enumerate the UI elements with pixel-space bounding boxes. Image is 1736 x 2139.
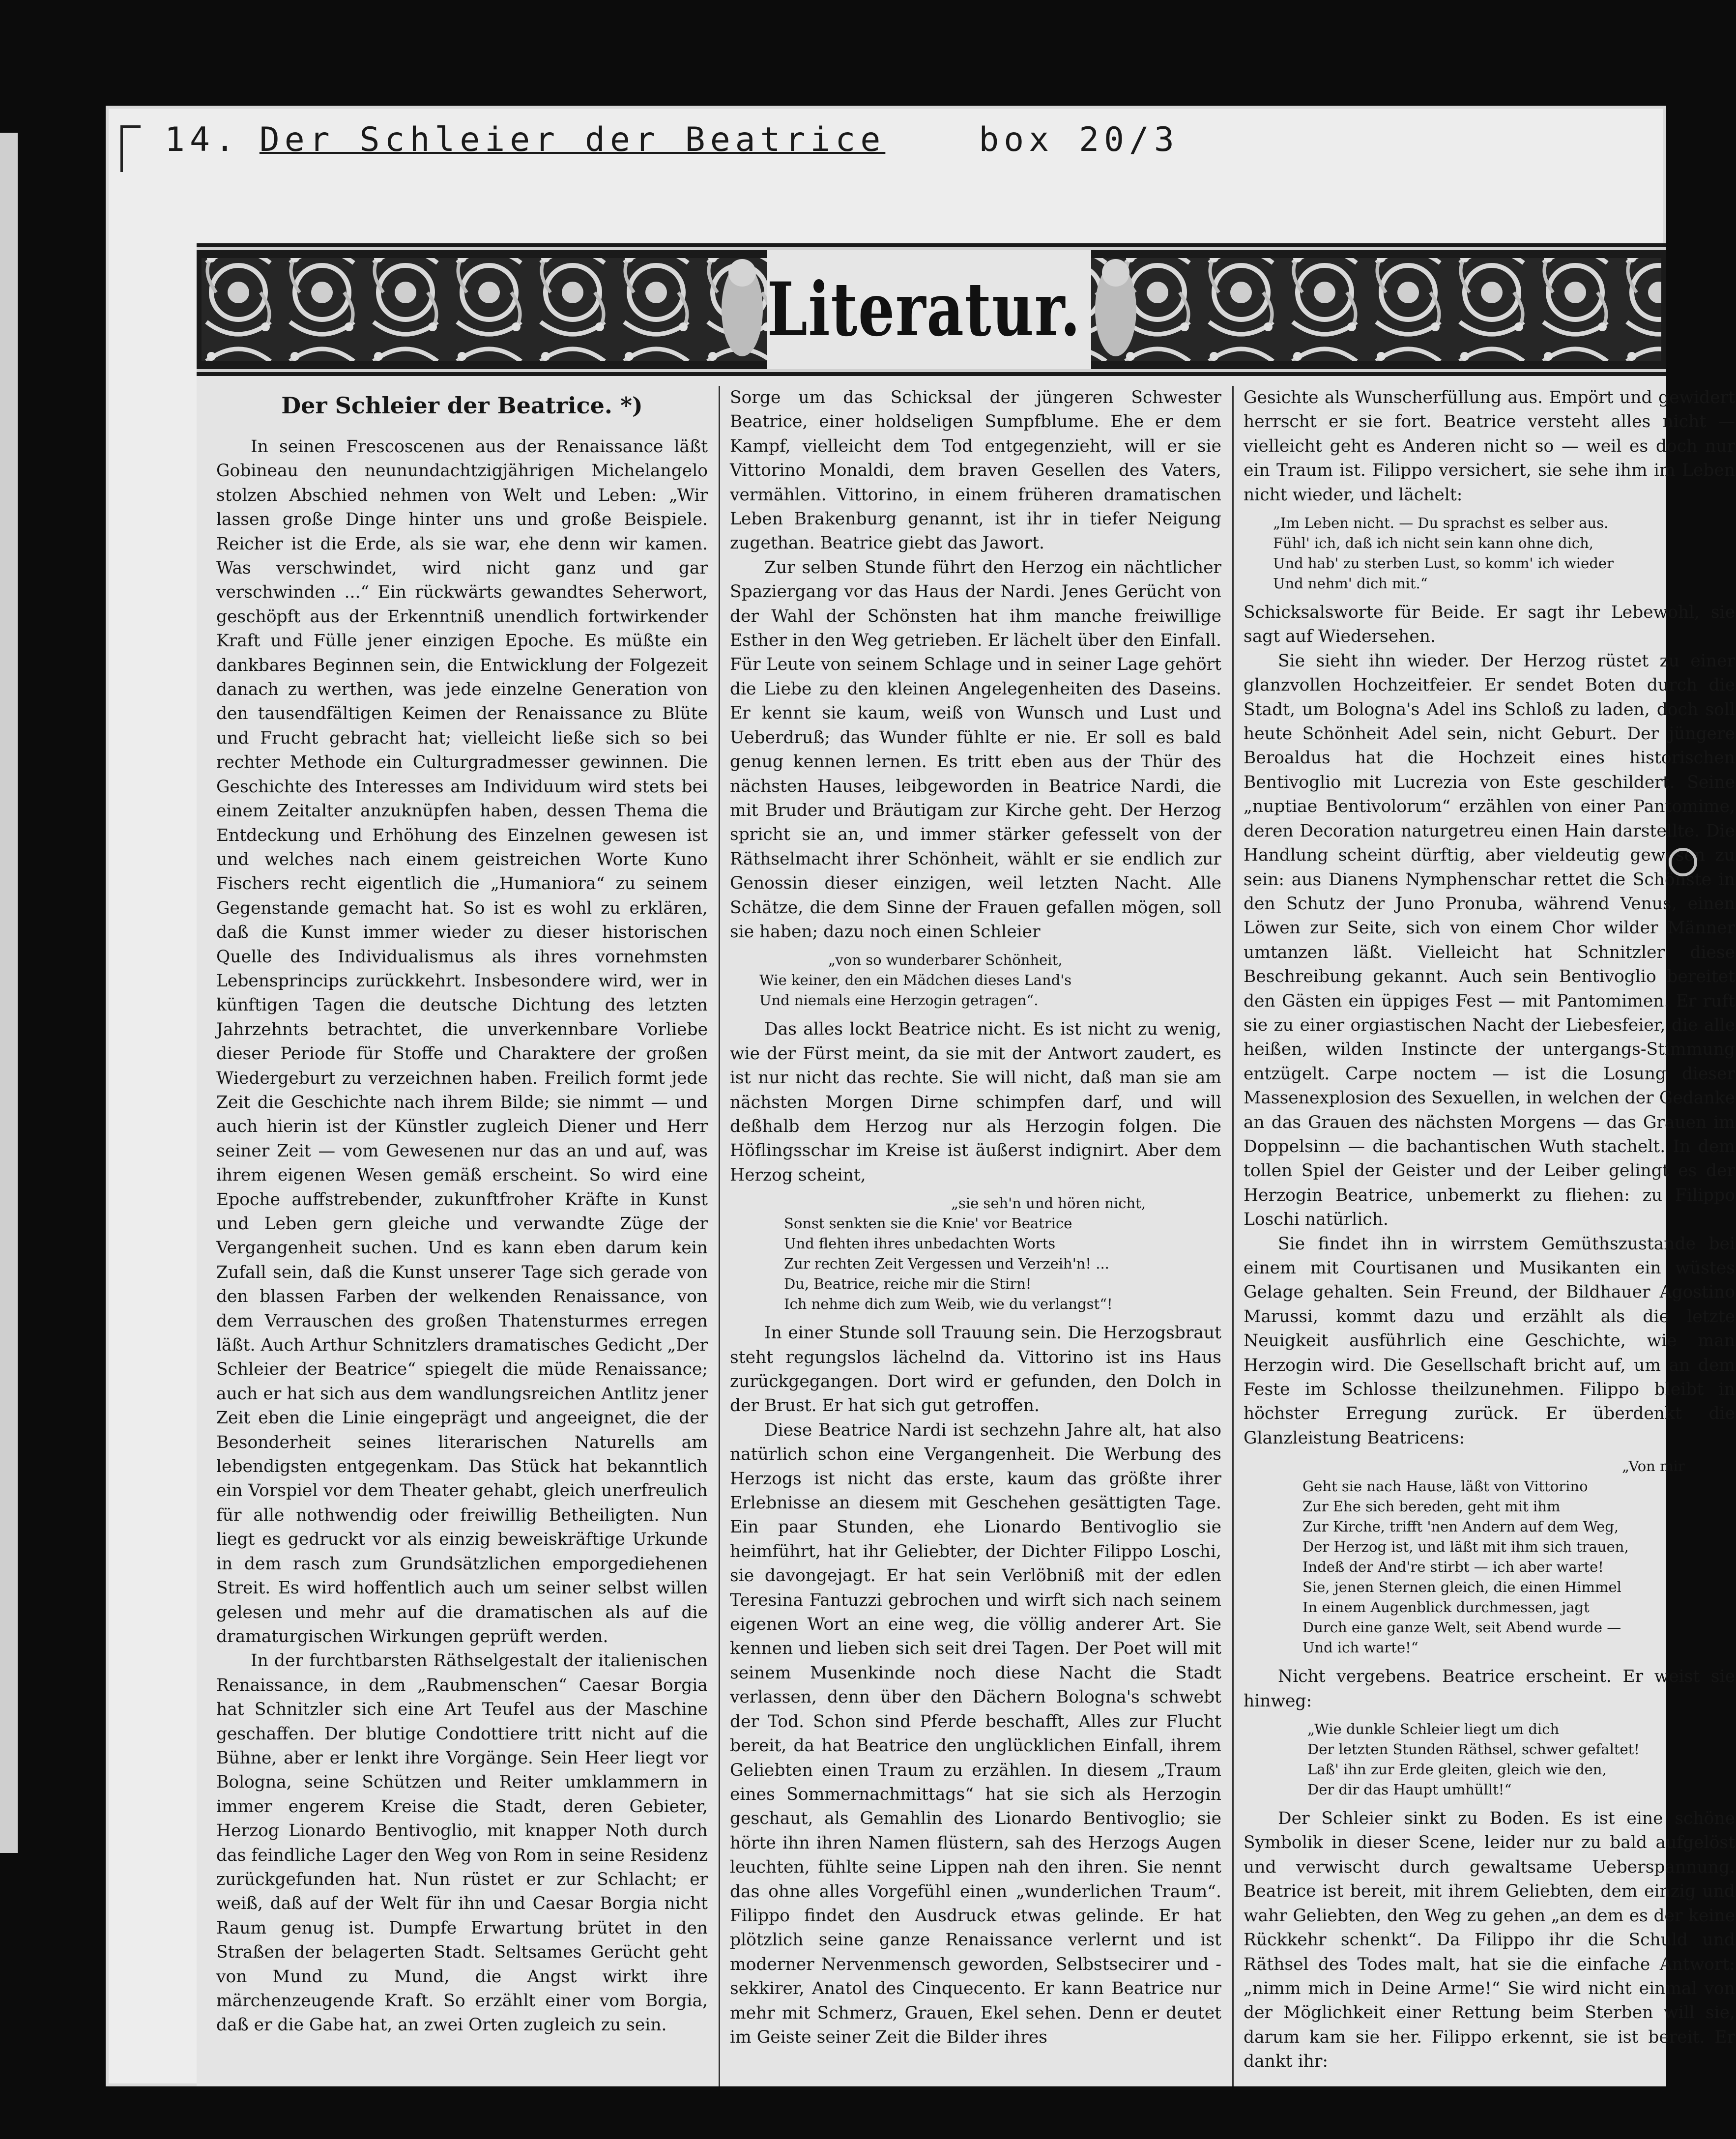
verse-line: Zur Ehe sich bereden, geht mit ihm — [1302, 1498, 1561, 1515]
article-columns — [197, 386, 1735, 2086]
verse-quote — [1244, 513, 1735, 594]
paragraph: Gesichte als Wunscherfüllung aus. Empört und gewidert herrscht er sie fort. Beatrice versteht alles nicht — vielleicht geht es Anderen nicht so — weil es doch nur ein Traum ist. Filippo versichert, sie sehe ihm im Leben nicht wieder, und lächelt: — [1244, 388, 1735, 505]
column-rule — [719, 386, 720, 2086]
archive-number: 14. — [165, 120, 240, 159]
verse-line: Der dir das Haupt umhüllt!“ — [1307, 1781, 1512, 1798]
column-2 — [730, 386, 1221, 2086]
verse-line: Und flehten ihres unbedachten Worts — [784, 1235, 1056, 1252]
verse-quote — [1244, 1719, 1735, 1800]
section-title: Literatur. — [767, 266, 1081, 353]
corner-bracket-mark — [120, 125, 141, 172]
paragraph: Sie findet ihn in wirrstem Gemüthszustande bei einem mit Courtisanen und Musikanten ein wüstes Gelage gehalten. Sein Freund, der Bildhauer Agostino Marussi, kommt dazu und erzählt als die letzte Neuigkeit ausführlich eine Geschichte, wie man Herzogin wird. Die Gesellschaft bricht auf, um an dem Feste im Schlosse theilzunehmen. Filippo bleibt in höchster Erregung zurück. Er überdenkt die Glanzleistung Beatricens: — [1244, 1234, 1735, 1448]
verse-line: Sonst senkten sie die Knie' vor Beatrice — [784, 1215, 1072, 1232]
column-1 — [216, 386, 708, 2086]
archive-header — [165, 120, 1179, 159]
verse-quote — [1244, 1456, 1735, 1658]
column-rule — [1232, 386, 1234, 2086]
paragraph: Der Schleier sinkt zu Boden. Es ist eine schöne Symbolik in dieser Scene, leider nur zu bald aufgelöst und verwischt durch gewaltsame Ueberspannung. Beatrice ist bereit, mit ihrem Geliebten, dem einzig und wahr Geliebten, den Weg zu gehen „an dem es der keine Rückkehr schenkt“. Da Filippo ihr die Schuld und Räthsel des Todes malt, hat sie die einfache Antwort: „nimm mich in Deine Arme!“ Sie wird nicht einmal von der Möglichkeit einer Rettung beim Sterben will sie, darum kam sie her. Filippo erkennt, sie ist bereit. Er dankt ihr: — [1244, 1809, 1735, 2072]
adjacent-sheet-edge — [0, 133, 18, 1853]
verse-line: „Wie dunkle Schleier liegt um dich — [1307, 1721, 1560, 1738]
verse-line: „von so wunderbarer Schönheit, — [828, 952, 1063, 969]
punch-hole — [1669, 848, 1697, 876]
ornamental-banner — [197, 243, 1666, 376]
newspaper-clipping — [197, 243, 1735, 2086]
archive-title: Der Schleier der Beatrice — [259, 120, 886, 159]
verse-line: Fühl' ich, daß ich nicht sein kann ohne dich, — [1273, 535, 1593, 552]
verse-line: Zur Kirche, trifft 'nen Andern auf dem Weg, — [1302, 1518, 1619, 1535]
paragraph: Schicksalsworte für Beide. Er sagt ihr Lebewohl, sie sagt auf Wiedersehen. — [1244, 603, 1735, 647]
verse-line: Laß' ihn zur Erde gleiten, gleich wie den, — [1307, 1761, 1607, 1778]
paragraph: Diese Beatrice Nardi ist sechzehn Jahre alt, hat also natürlich schon eine Vergangenheit. Die Werbung des Herzogs ist nicht das erste, kaum das größte ihrer Erlebnisse an diesem mit Geschehen gesättigten Tage. Ein paar Stunden, ehe Lionardo Bentivoglio sie heimführt, hat ihr Geliebter, der Dichter Filippo Loschi, sie davongejagt. Er hat sein Verlöbniß mit der edlen Teresina Fantuzzi gebrochen und wirft sich nach seinem eigenen Wort an eine weg, die völlig anderer Art. Sie kennen und lieben sich seit drei Tagen. Der Poet will mit seinem Musenkinde noch diese Nacht die Stadt verlassen, denn über den Dächern Bologna's schwebt der Tod. Schon sind Pferde beschafft, Alles zur Flucht bereit, da hat Beatrice den unglücklichen Einfall, ihrem Geliebten einen Traum zu erzählen. In diesem „Traum eines Sommernachmittags“ hat sie sich als Herzogin geschaut, als Gemahlin des Lionardo Bentivoglio; sie hörte ihn ihren Namen flüstern, sah des Herzogs Augen leuchten, fühlte seine Lippen nah den ihren. Sie nennt das ohne alles Vorgefühl einen „wunderlichen Traum“. Filippo findet den Ausdruck etwas gelinde. Er hat plötzlich seine ganze Renaissance verlernt und ist moderner Nervenmensch geworden, Selbstsecirer und -sekkirer, Anatol des Cinquecento. Er kann Beatrice nur mehr mit Schmerz, Grauen, Ekel sehen. Denn er deutet im Geiste seiner Zeit die Bilder ihres — [730, 1420, 1221, 2047]
verse-line: Ich nehme dich zum Weib, wie du verlangst“! — [784, 1296, 1113, 1313]
verse-quote — [730, 1193, 1221, 1314]
verse-quote — [730, 950, 1221, 1011]
paragraph: Sie sieht ihn wieder. Der Herzog rüstet zu einer glanzvollen Hochzeitfeier. Er sendet Boten durch die Stadt, um Bologna's Adel ins Schloß zu laden, doch soll heute Schönheit Adel sein, nicht Geburt. Der jüngere Beroaldus hat die Hochzeit eines historischen Bentivoglio mit Lucrezia von Este geschildert. Seine „nuptiae Bentivolorum“ erzählen von einer Pantomime, deren Decoration naturgetreu einen Hain darstellte. Die Handlung scheint dürftig, aber vieldeutig gewesen zu sein: aus Dianens Nymphenschar rettet die Schönste in den Schutz der Juno Pronuba, während Venus, einen Löwen zur Seite, sich von einem Chor wilder Männer umtanzen läßt. Vielleicht hat Schnitzler diese Beschreibung gekannt. Auch sein Bentivoglio bereitet den Gästen ein üppiges Fest — mit Pantomimen. Er ruft sie zu einer orgiastischen Nacht der Liebesfeier, die alle heißen, wilden Instincte der untergangs-Stimmung entzügelt. Carpe noctem — ist die Losung dieser Massenexplosion des Sexuellen, in welchen der Gedanke an das Grauen des nächsten Morgens — das Grauen im Doppelsinn — die bachantischen Wuth stachelt. In dem tollen Spiel der Geister und der Leiber gelingt es der Herzogin Beatrice, unbemerkt zu fliehen: zu Filippo Loschi natürlich. — [1244, 651, 1735, 1230]
verse-line: Zur rechten Zeit Vergessen und Verzeih'n! ... — [784, 1255, 1109, 1272]
verse-line: Und hab' zu sterben Lust, so komm' ich wieder — [1273, 555, 1614, 572]
verse-line: Du, Beatrice, reiche mir die Stirn! — [784, 1275, 1032, 1293]
verse-line: Sie, jenen Sternen gleich, die einen Himmel — [1302, 1579, 1621, 1596]
paragraph: Sorge um das Schicksal der jüngeren Schwester Beatrice, einer holdseligen Sumpfblume. Ehe er dem Kampf, vielleicht dem Tod entgegenzieht, will er sie Vittorino Monaldi, dem braven Gesellen des Vaters, vermählen. Vittorino, in einem früheren dramatischen Leben Brakenburg genannt, ist ihr in tiefer Neigung zugethan. Beatrice giebt das Jawort. — [730, 388, 1221, 553]
paragraph: In einer Stunde soll Trauung sein. Die Herzogsbraut steht regungslos lächelnd da. Vittorino ist ins Haus zurückgegangen. Dort wird er gefunden, den Dolch in der Brust. Er hat sich gut getroffen. — [730, 1323, 1221, 1416]
verse-line: Der Herzog ist, und läßt mit ihm sich trauen, — [1302, 1538, 1629, 1556]
paragraph: In seinen Frescoscenen aus der Renaissance läßt Gobineau den neunundachtzigjährigen Michelangelo stolzen Abschied nehmen von Welt und Leben: „Wir lassen große Dinge hinter uns und große Beispiele. Reicher ist die Erde, als sie war, ehe denn wir kamen. Was verschwindet, wird nicht ganz und gar verschwinden ...“ Ein rückwärts gewandtes Seherwort, geschöpft aus der Erkenntniß unendlich fortwirkender Kraft und Fülle jener einzigen Epoche. Es müßte ein dankbares Beginnen sein, die Entwicklung der Folgezeit danach zu werthen, was jede einzelne Generation von den tausendfältigen Keimen der Renaissance zu Blüte und Frucht gebracht hat; vielleicht ließe sich so bei rechter Methode ein Culturgradmesser gewinnen. Die Geschichte des Interesses am Individuum wird stets bei einem Zeitalter anzuknüpfen haben, dessen Thema die Entdeckung und Erhöhung des Einzelnen gewesen ist und welches nach einem geistreichen Worte Kuno Fischers recht eigentlich die „Humaniora“ zu seinem Gegenstande gemacht hat. So ist es wohl zu erklären, daß die Kunst immer wieder zu dieser historischen Quelle des Individualismus als ihres vornehmsten Lebensprincips zurückkehrt. Insbesondere wird, wer in künftigen Tagen die deutsche Dichtung des letzten Jahrzehnts betrachtet, die unverkennbare Vorliebe dieser Periode für Stoffe und Charaktere der großen Wiedergeburt zu verzeichnen haben. Freilich formt jede Zeit die Geschichte nach ihrem Bilde; sie nimmt — und auch hierin ist der Künstler zugleich Diener und Herr seiner Zeit — vom Gewesenen nur das an und auf, was ihrem eigenen Wesen gemäß erscheint. So wird eine Epoche auffstrebender, zukunftfroher Kräfte in Kunst und Leben gern gleiche und verwandte Züge der Vergangenheit suchen. Und es kann eben darum kein Zufall sein, daß die Kunst unserer Tage sich gerade von den blassen Farben der welkenden Renaissance, von dem Verrauschen des großen Thatensturmes erregen läßt. Auch Arthur Schnitzlers dramatisches Gedicht „Der Schleier der Beatrice“ spiegelt die müde Renaissance; auch er hat sich aus dem wandlungsreichen Antlitz jener Zeit eben die Linie eingeprägt und angeeignet, die der Besonderheit seines literarischen Naturells am lebendigsten entgegenkam. Das Stück hat bekanntlich ein Vorspiel vor dem Theater gehabt, gleich unerfreulich für alle nothwendig oder freiwillig Betheiligten. Nun liegt es gedruckt vor als einzig beweiskräftige Urkunde in dem rasch zum Grundsätzlichen emporgediehenen Streit. Es wird hoffentlich auch um seiner selbst willen gelesen und mehr auf die dramatischen als auf die dramaturgischen Wirkungen geprüft werden. — [216, 437, 708, 1647]
verse-line: „sie seh'n und hören nicht, — [951, 1195, 1146, 1212]
verse-line: Geht sie nach Hause, läßt von Vittorino — [1302, 1478, 1588, 1495]
paragraph: Das alles lockt Beatrice nicht. Es ist nicht zu wenig, wie der Fürst meint, da sie mit der Antwort zaudert, es ist nur nicht das rechte. Sie will nicht, daß man sie am nächsten Morgen Dirne schimpfen darf, und will deßhalb dem Herzog nur als Herzogin folgen. Die Höflingsschar im Kreise ist äußerst indignirt. Aber dem Herzog scheint, — [730, 1019, 1221, 1185]
verse-line: „Von mir — [1622, 1458, 1685, 1475]
archive-page — [106, 106, 1735, 2086]
verse-line: In einem Augenblick durchmessen, jagt — [1302, 1599, 1590, 1616]
verse-line: Und ich warte!“ — [1302, 1639, 1418, 1656]
paragraph: Zur selben Stunde führt den Herzog ein nächtlicher Spaziergang vor das Haus der Nardi. Jenes Gerücht von der Wahl der Schönsten hat ihm manche freiwillige Esther in den Weg getrieben. Er lächelt über den Einfall. Für Leute von seinem Schlage und in seiner Lage gehört die Liebe zu den kleinen Angelegenheiten des Daseins. Er kennt sie kaum, weiß von Wunsch und Lust und Ueberdruß; das Wunder fühlte er nie. Er soll es bald genug kennen lernen. Es tritt eben aus der Thür des nächsten Hauses, leibgeworden in Beatrice Nardi, die mit Bruder und Bräutigam zur Kirche geht. Der Herzog spricht sie an, und immer stärker gefesselt von der Räthselmacht ihrer Schönheit, wählt er sie endlich zur Genossin dieser einzigen, weil letzten Nacht. Alle Schätze, die dem Sinne der Frauen gefallen mögen, soll sie haben; dazu noch einen Schleier — [730, 557, 1221, 942]
article-heading: Der Schleier der Beatrice. *) — [281, 392, 643, 419]
paragraph: Nicht vergebens. Beatrice erscheint. Er weist sie hinweg: — [1244, 1667, 1735, 1711]
archive-box-label: box 20/3 — [979, 120, 1179, 159]
verse-line: Wie keiner, den ein Mädchen dieses Land's — [759, 972, 1072, 989]
paragraph: In der furchtbarsten Räthselgestalt der italienischen Renaissance, in dem „Raubmenschen“ Caesar Borgia hat Schnitzler sich eine Art Teufel aus der Maschine geschaffen. Der blutige Condottiere tritt nicht auf die Bühne, aber er lenkt ihre Vorgänge. Sein Heer liegt vor Bologna, seine Schützen und Reiter umklammern in immer engerem Kreise die Stadt, deren Gebieter, Herzog Lionardo Bentivoglio, mit knapper Noth durch das feindliche Lager den Weg von Rom in seine Residenz zurückgefunden hat. Nun rüstet er zur Schlacht; er weiß, daß auf der Welt für ihn und Caesar Borgia nicht Raum genug ist. Dumpfe Erwartung brütet in den Straßen der belagerten Stadt. Seltsames Gerücht geht von Mund zu Mund, die Angst wirkt ihre märchenzeugende Kraft. So erzählt einer vom Borgia, daß er die Gabe hat, an zwei Orten zugleich zu sein. — [216, 1651, 708, 2035]
verse-line: „Im Leben nicht. — Du sprachst es selber aus. — [1273, 515, 1609, 532]
verse-line: Indeß der And're stirbt — ich aber warte! — [1302, 1559, 1604, 1576]
verse-line: Und nehm' dich mit.“ — [1273, 575, 1428, 592]
verse-line: Der letzten Stunden Räthsel, schwer gefaltet! — [1307, 1741, 1640, 1758]
verse-line: Durch eine ganze Welt, seit Abend wurde — — [1302, 1619, 1621, 1636]
column-3 — [1244, 386, 1735, 2086]
verse-line: Und niemals eine Herzogin getragen“. — [759, 992, 1039, 1009]
